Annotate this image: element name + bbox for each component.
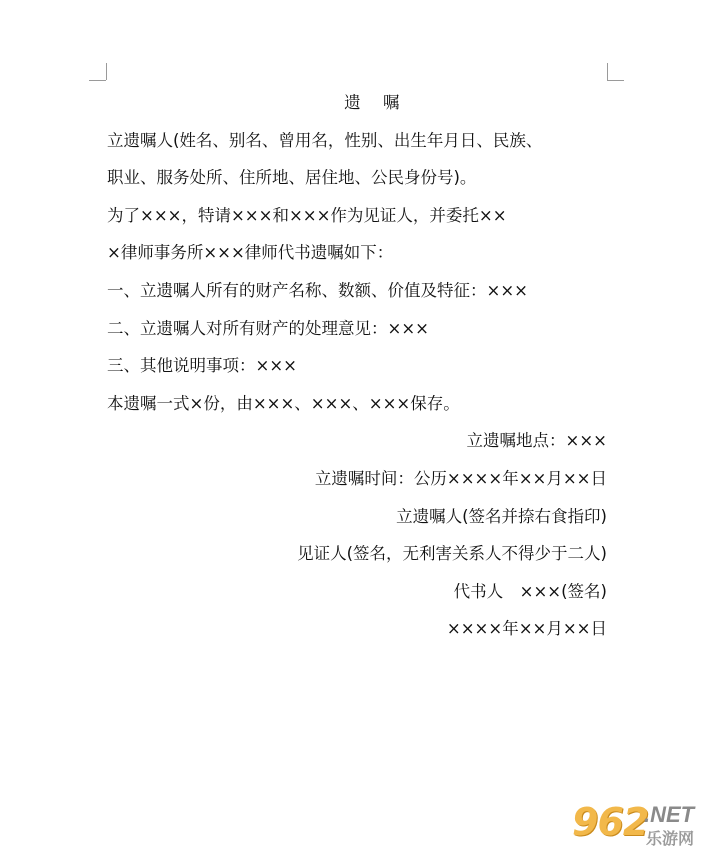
paragraph-line: 二、立遗嘱人对所有财产的处理意见：××× [107,318,429,338]
document-body [107,84,607,648]
document-title [107,84,607,122]
will-time-line: 立遗嘱时间：公历××××年××月××日 [314,468,607,488]
date-line: ××××年××月××日 [446,619,607,639]
watermark-site-name: 乐游网 [646,829,695,848]
site-watermark-logo [572,800,707,848]
watermark-suffix: .NET [644,802,695,827]
paragraph-line: 三、其他说明事项：××× [107,356,297,376]
scribe-signature-line: 代书人 ×××(签名) [453,581,607,601]
title-part-1: 遗 [344,93,361,112]
testator-signature-line: 立遗嘱人(签名并捺右食指印) [396,506,607,526]
witness-signature-line: 见证人(签名，无利害关系人不得少于二人) [297,544,607,564]
paragraph-line: 为了×××，特请×××和×××作为见证人，并委托×× [107,205,507,225]
paragraph-line: 本遗嘱一式×份，由×××、×××、×××保存。 [107,393,460,413]
will-location-line: 立遗嘱地点：××× [466,431,607,451]
paragraph-line: 一、立遗嘱人所有的财产名称、数额、价值及特征：××× [107,280,528,300]
paragraph-line: ×律师事务所×××律师代书遗嘱如下： [107,243,394,263]
paragraph-line: 职业、服务处所、住所地、居住地、公民身份号)。 [107,168,477,188]
watermark-number: 962 [572,800,649,844]
title-part-2: 嘱 [383,93,400,112]
paragraph-line: 立遗嘱人(姓名、别名、曾用名，性别、出生年月日、民族、 [107,130,543,150]
